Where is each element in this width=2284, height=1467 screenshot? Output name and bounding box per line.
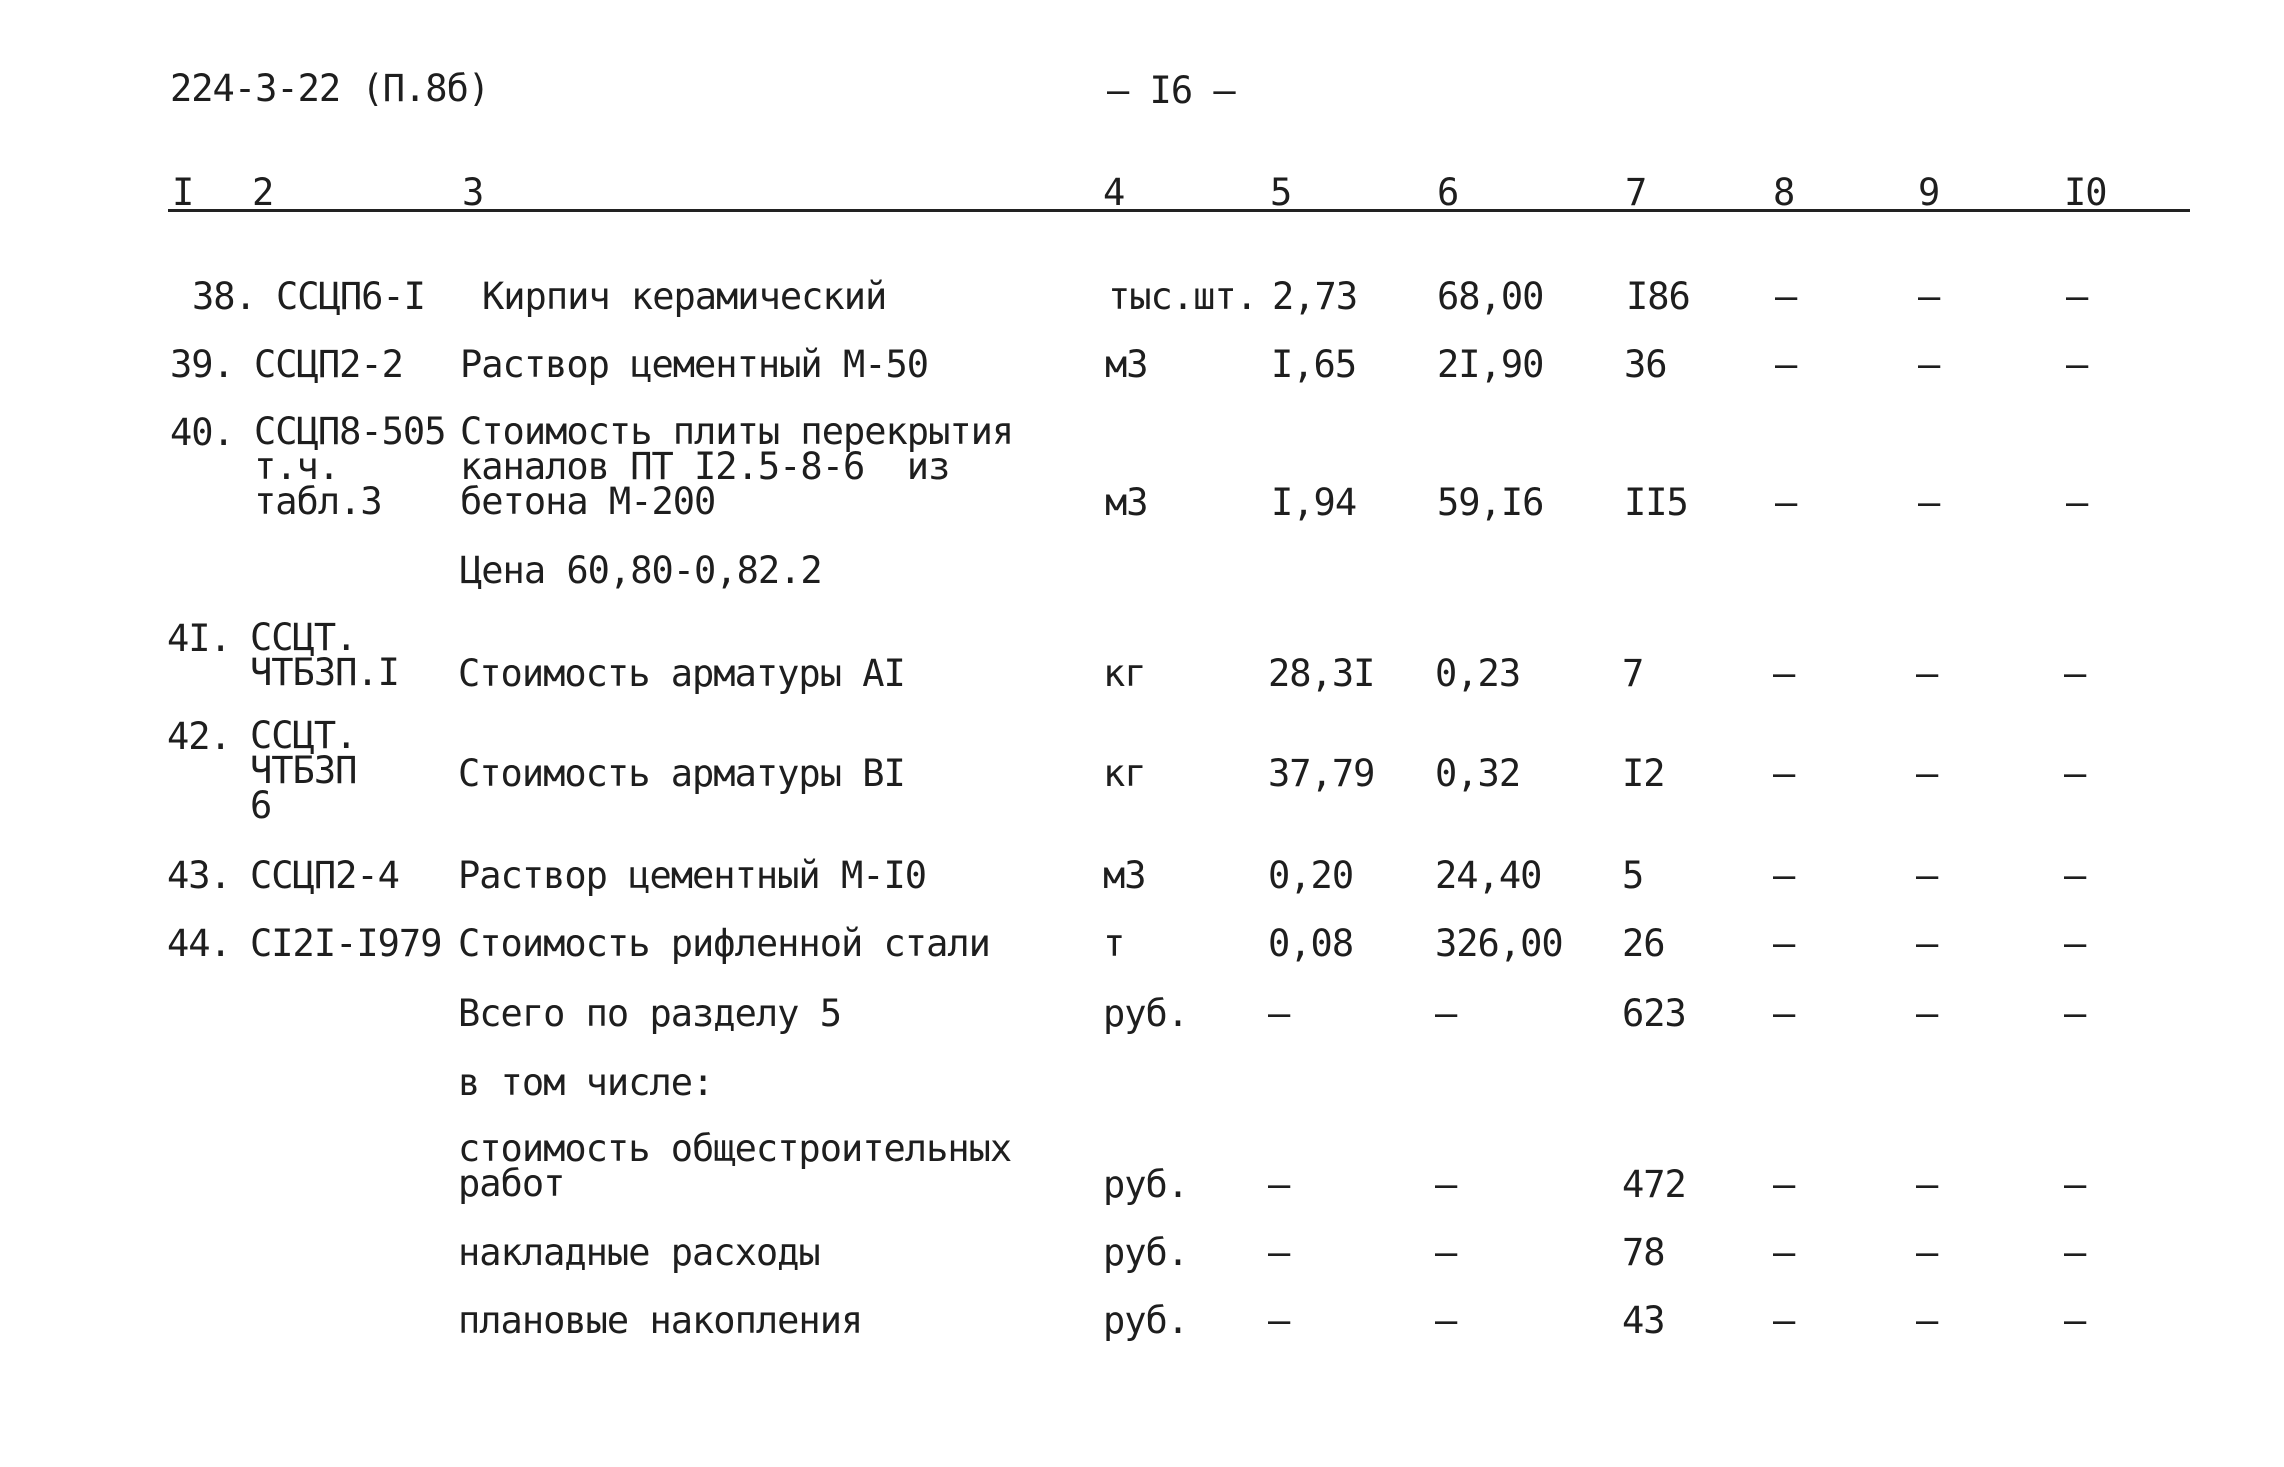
- col8-value: –: [1773, 854, 1795, 897]
- col-header: 3: [462, 171, 484, 214]
- row-number: 43.: [167, 854, 231, 897]
- quantity: I,94: [1271, 481, 1357, 524]
- total-cost: 472: [1622, 1163, 1686, 1206]
- unit-price: 68,00: [1437, 275, 1544, 318]
- quantity: –: [1268, 1231, 1290, 1274]
- quantity: 0,08: [1268, 922, 1354, 965]
- col9-value: –: [1916, 922, 1938, 965]
- total-cost: 7: [1622, 652, 1644, 695]
- col8-value: –: [1775, 481, 1797, 524]
- quantity: 0,20: [1268, 854, 1354, 897]
- unit: руб.: [1103, 1163, 1189, 1206]
- quantity: –: [1268, 992, 1290, 1035]
- item-name: Стоимость арматуры АI: [458, 652, 905, 695]
- item-name: Стоимость плиты перекрытия каналов ПТ I2.5-8-6 из бетона М-200: [460, 410, 1014, 523]
- unit-price: 0,23: [1435, 652, 1521, 695]
- norm-code: ССЦП2-2: [254, 343, 403, 386]
- quantity: –: [1268, 1163, 1290, 1206]
- col9-value: –: [1916, 854, 1938, 897]
- col-header: 2: [252, 171, 274, 214]
- col8-value: –: [1775, 275, 1797, 318]
- col10-value: –: [2064, 752, 2086, 795]
- unit-price: 59,I6: [1437, 481, 1544, 524]
- planned-savings-label: плановые накопления: [458, 1299, 863, 1342]
- col9-value: –: [1916, 652, 1938, 695]
- col9-value: –: [1916, 1163, 1938, 1206]
- row-number: 39.: [170, 343, 234, 386]
- col8-value: –: [1773, 1163, 1795, 1206]
- col9-value: –: [1918, 481, 1940, 524]
- total-cost: 78: [1622, 1231, 1665, 1274]
- col10-value: –: [2064, 992, 2086, 1035]
- unit: кг: [1103, 652, 1146, 695]
- col-header: 8: [1773, 171, 1795, 214]
- row-number: 4I.: [167, 617, 231, 660]
- item-name: Раствор цементный М-50: [460, 343, 929, 386]
- item-name: Стоимость рифленной стали: [458, 922, 990, 965]
- unit-price: 2I,90: [1437, 343, 1544, 386]
- col10-value: –: [2064, 1231, 2086, 1274]
- norm-code: СI2I-I979: [250, 922, 442, 965]
- col9-value: –: [1918, 343, 1940, 386]
- item-name: Кирпич керамический: [482, 275, 887, 318]
- total-cost: II5: [1624, 481, 1688, 524]
- norm-code: ССЦП2-4: [250, 854, 399, 897]
- unit-price: –: [1435, 992, 1457, 1035]
- col-header: 7: [1625, 171, 1647, 214]
- col9-value: –: [1916, 1299, 1938, 1342]
- col10-value: –: [2066, 343, 2088, 386]
- col8-value: –: [1773, 992, 1795, 1035]
- col8-value: –: [1773, 652, 1795, 695]
- quantity: 2,73: [1272, 275, 1358, 318]
- row-number: 44.: [167, 922, 231, 965]
- unit: кг: [1103, 752, 1146, 795]
- total-cost: 26: [1622, 922, 1665, 965]
- total-cost: 43: [1622, 1299, 1665, 1342]
- item-name: Раствор цементный М-I0: [458, 854, 927, 897]
- col-header: I0: [2064, 171, 2107, 214]
- norm-code: ССЦП6-I: [276, 275, 425, 318]
- total-cost: 36: [1624, 343, 1667, 386]
- col8-value: –: [1773, 922, 1795, 965]
- col9-value: –: [1916, 992, 1938, 1035]
- quantity: I,65: [1271, 343, 1357, 386]
- unit: м3: [1105, 481, 1148, 524]
- col-header: 5: [1270, 171, 1292, 214]
- col-header: 6: [1437, 171, 1459, 214]
- total-cost: 623: [1622, 992, 1686, 1035]
- row-number: 40.: [170, 411, 234, 454]
- quantity: –: [1268, 1299, 1290, 1342]
- col8-value: –: [1775, 343, 1797, 386]
- unit-price: –: [1435, 1231, 1457, 1274]
- page-number: – I6 –: [1107, 69, 1235, 112]
- col10-value: –: [2064, 1299, 2086, 1342]
- overhead-label: накладные расходы: [458, 1231, 820, 1274]
- col-header: 4: [1103, 171, 1125, 214]
- col10-value: –: [2064, 854, 2086, 897]
- unit-price: 326,00: [1435, 922, 1563, 965]
- col9-value: –: [1916, 752, 1938, 795]
- unit-price: 0,32: [1435, 752, 1521, 795]
- item-name: Стоимость арматуры ВI: [458, 752, 905, 795]
- unit: м3: [1103, 854, 1146, 897]
- col10-value: –: [2064, 922, 2086, 965]
- unit: м3: [1105, 343, 1148, 386]
- construction-cost-label: стоимость общестроительных работ: [458, 1127, 1012, 1205]
- norm-code: ССЦП8-505 т.ч. табл.3: [254, 410, 446, 523]
- header-rule: [168, 209, 2190, 212]
- norm-code: ССЦТ. ЧТБЗП 6: [250, 714, 357, 827]
- col10-value: –: [2066, 481, 2088, 524]
- unit-price: –: [1435, 1299, 1457, 1342]
- col-header: 9: [1918, 171, 1940, 214]
- total-cost: I2: [1622, 752, 1665, 795]
- col8-value: –: [1773, 1299, 1795, 1342]
- col10-value: –: [2064, 1163, 2086, 1206]
- col-header: I: [172, 171, 194, 214]
- quantity: 28,3I: [1268, 652, 1375, 695]
- unit: руб.: [1103, 1231, 1189, 1274]
- unit-price: –: [1435, 1163, 1457, 1206]
- unit: т: [1103, 922, 1125, 965]
- col9-value: –: [1916, 1231, 1938, 1274]
- col10-value: –: [2066, 275, 2088, 318]
- unit: руб.: [1103, 992, 1189, 1035]
- total-cost: I86: [1626, 275, 1690, 318]
- row-number: 38.: [192, 275, 256, 318]
- unit-price: 24,40: [1435, 854, 1542, 897]
- section-total-label: Всего по разделу 5: [458, 992, 841, 1035]
- document-code: 224-3-22 (П.8б): [170, 67, 490, 110]
- quantity: 37,79: [1268, 752, 1375, 795]
- price-note: Цена 60,80-0,82.2: [460, 549, 822, 592]
- unit: тыс.шт.: [1108, 275, 1257, 318]
- unit: руб.: [1103, 1299, 1189, 1342]
- col8-value: –: [1773, 752, 1795, 795]
- norm-code: ССЦТ. ЧТБЗП.I: [250, 616, 399, 694]
- col8-value: –: [1773, 1231, 1795, 1274]
- row-number: 42.: [167, 715, 231, 758]
- total-cost: 5: [1622, 854, 1644, 897]
- including-label: в том числе:: [458, 1061, 714, 1104]
- col10-value: –: [2064, 652, 2086, 695]
- col9-value: –: [1918, 275, 1940, 318]
